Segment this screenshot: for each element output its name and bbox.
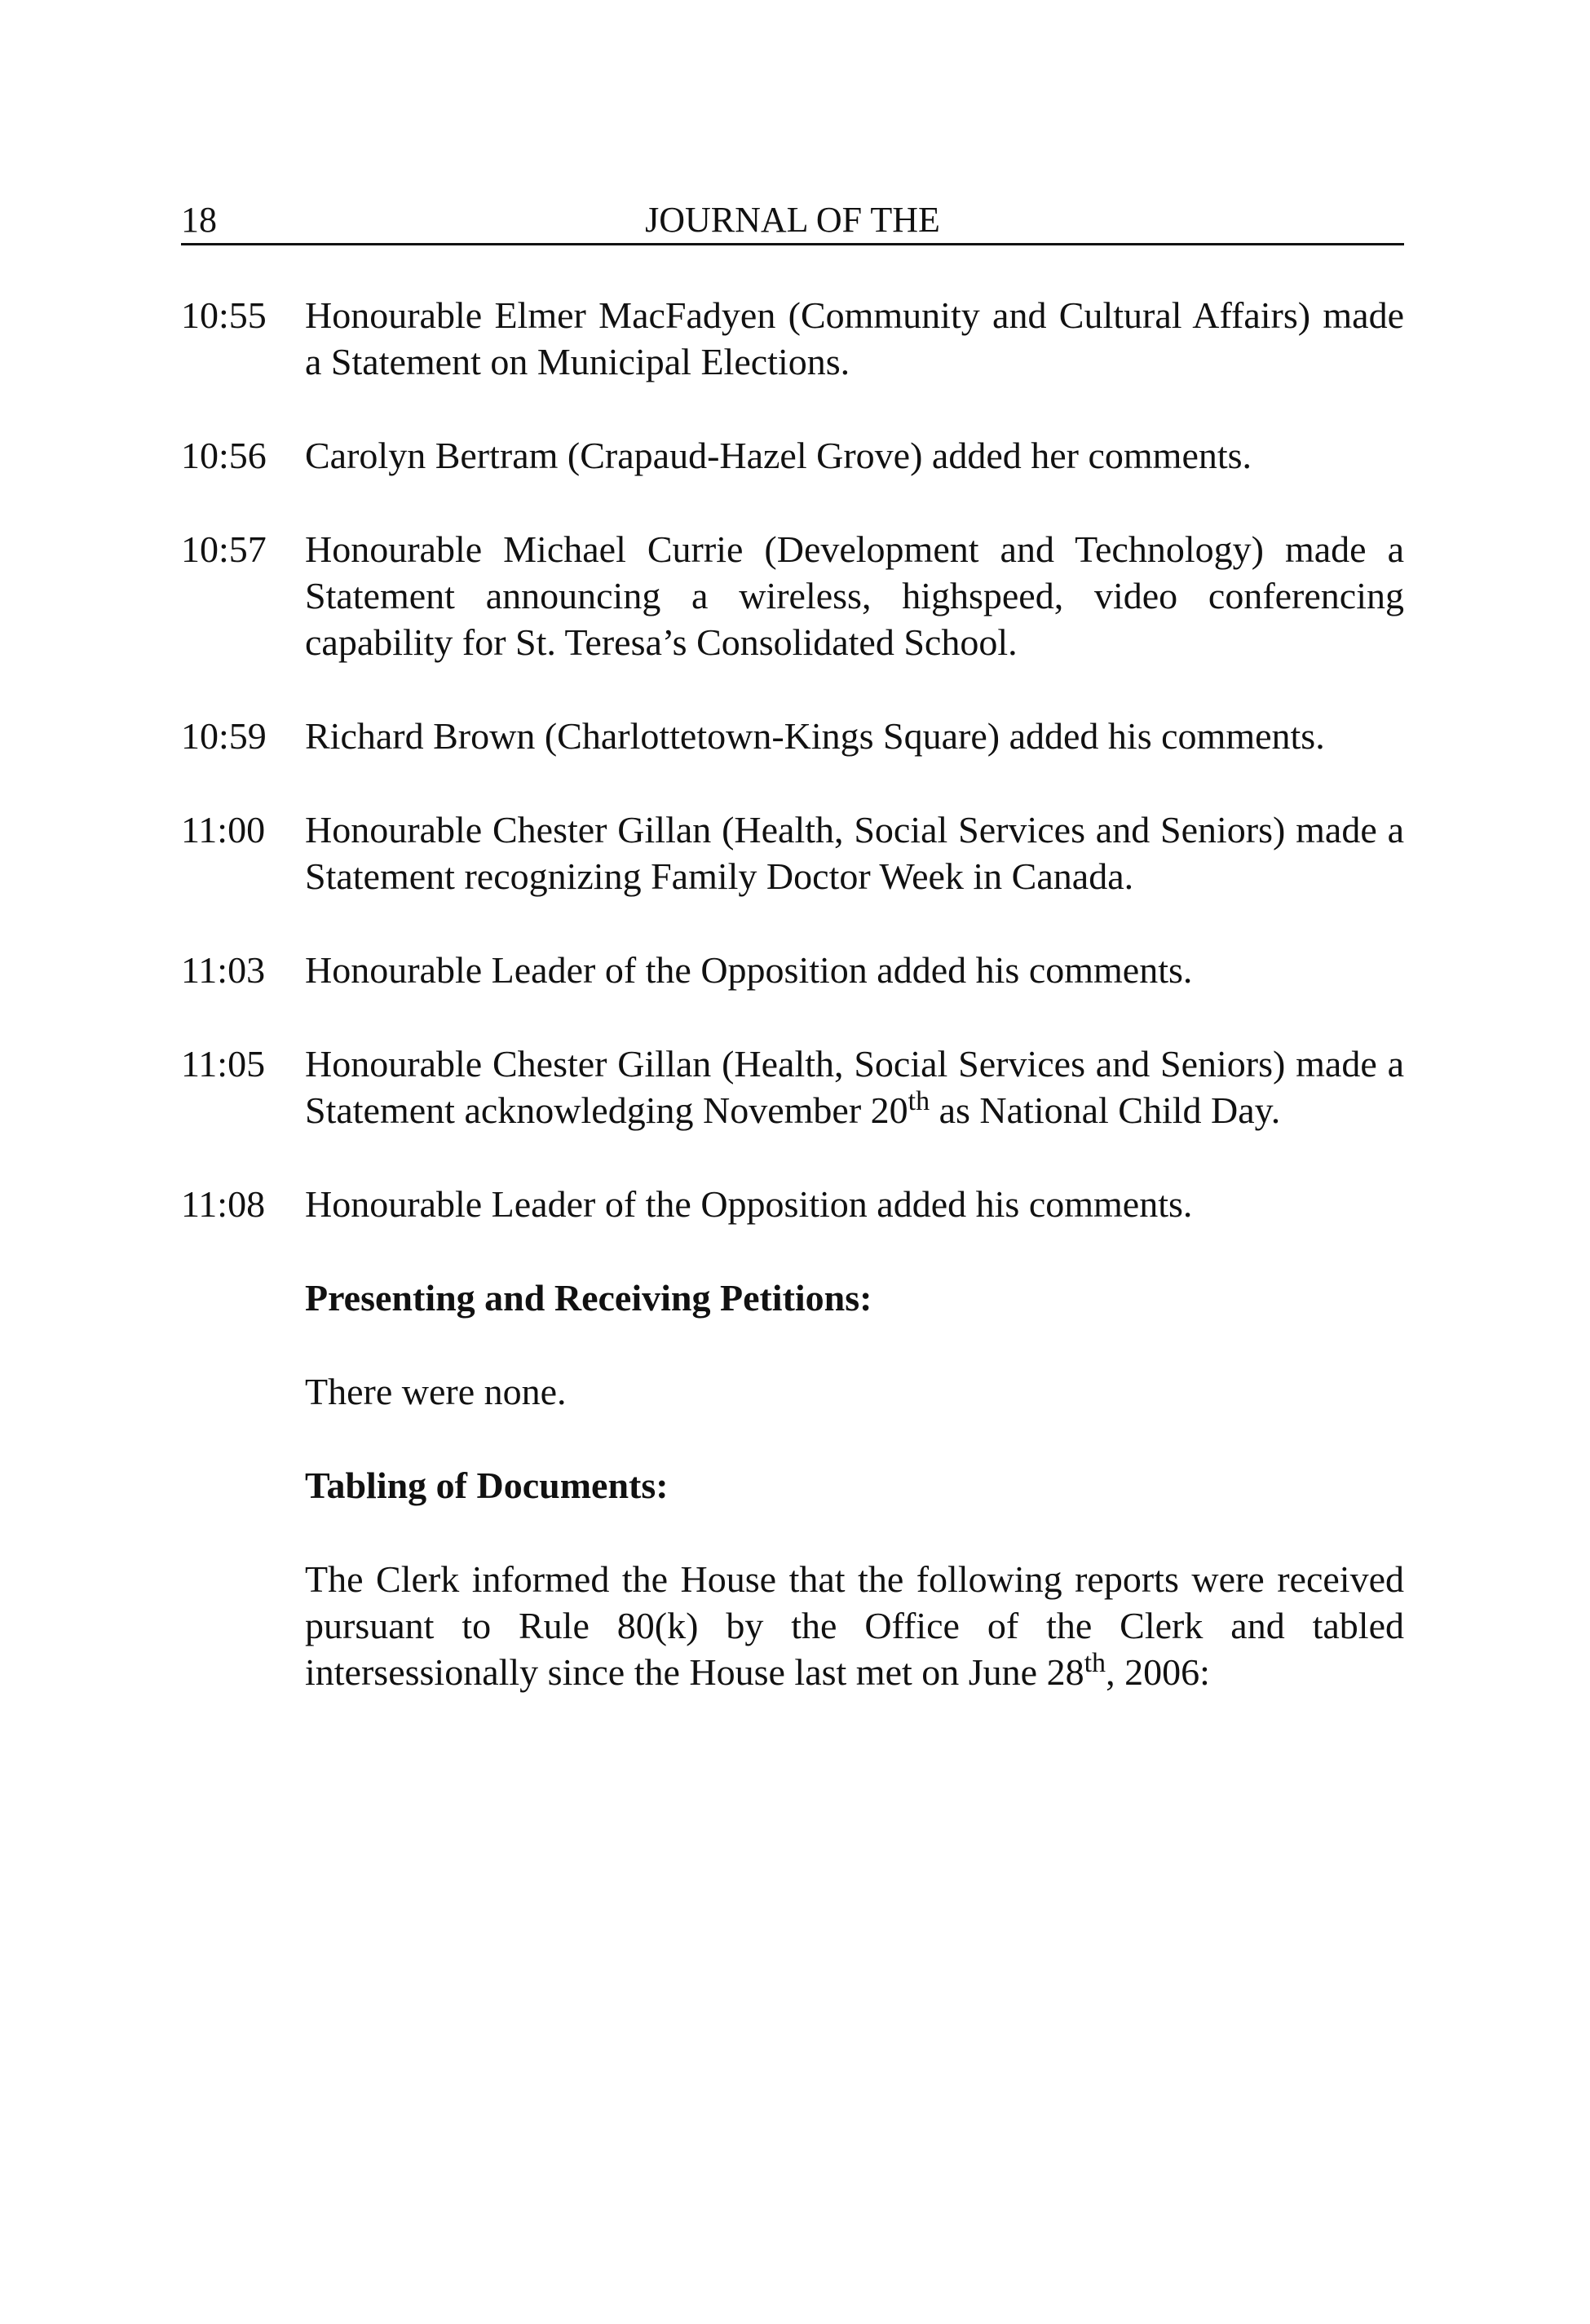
ordinal-suffix: th	[908, 1086, 930, 1116]
entry-text-before: Honourable Chester Gillan (Health, Social Services and Seniors) made a Statement acknowledging November 20	[305, 1043, 1404, 1131]
petitions-text: There were none.	[305, 1371, 567, 1412]
running-title: JOURNAL OF THE	[645, 200, 940, 240]
page-number: 18	[181, 200, 217, 240]
entry-text: Honourable Leader of the Opposition added his comments.	[305, 949, 1193, 991]
entry-text: Honourable Leader of the Opposition added his comments.	[305, 1183, 1193, 1225]
entry-time: 11:03	[181, 949, 266, 991]
journal-entry	[181, 947, 1404, 993]
petitions-text-block	[305, 1368, 1404, 1415]
ordinal-suffix: th	[1084, 1648, 1106, 1678]
section-heading-tabling: Tabling of Documents:	[305, 1465, 669, 1506]
entry-time: 11:00	[181, 809, 266, 851]
journal-entry	[181, 292, 1404, 385]
entry-text: Richard Brown (Charlottetown-Kings Square) added his comments.	[305, 715, 1325, 757]
journal-entry	[181, 806, 1404, 899]
section-heading-petitions: Presenting and Receiving Petitions:	[305, 1277, 872, 1319]
journal-entry	[181, 1181, 1404, 1227]
entry-text: Honourable Michael Currie (Development and Technology) made a Statement announcing a wireless, highspeed, video conferencing capability for St. Teresa’s Consolidated School.	[305, 528, 1404, 663]
entry-text: Honourable Elmer MacFadyen (Community and Cultural Affairs) made a Statement on Municipal Elections.	[305, 294, 1404, 382]
page-header	[181, 197, 1404, 245]
tabling-text-after: , 2006:	[1106, 1651, 1210, 1693]
entry-text	[305, 1040, 1404, 1133]
entry-time: 11:08	[181, 1183, 266, 1225]
journal-entry	[181, 1040, 1404, 1133]
entry-text: Honourable Chester Gillan (Health, Social Services and Seniors) made a Statement recognizing Family Doctor Week in Canada.	[305, 809, 1404, 897]
journal-entries	[181, 292, 1404, 1743]
journal-entry	[181, 526, 1404, 665]
entry-time: 11:05	[181, 1043, 266, 1085]
tabling-text	[305, 1556, 1404, 1695]
tabling-text-block	[305, 1556, 1404, 1695]
journal-entry	[181, 713, 1404, 759]
entry-text: Carolyn Bertram (Crapaud-Hazel Grove) added her comments.	[305, 435, 1252, 476]
entry-time: 10:55	[181, 294, 267, 336]
entry-time: 10:59	[181, 715, 267, 757]
entry-text-after: as National Child Day.	[930, 1089, 1281, 1131]
journal-entry	[181, 432, 1404, 479]
tabling-text-before: The Clerk informed the House that the following reports were received pursuant to Rule 80(k) by the Office of the Clerk and tabled intersessionally since the House last met on June 28	[305, 1558, 1404, 1693]
entry-time: 10:57	[181, 528, 267, 570]
tabling-heading-block	[305, 1462, 1404, 1509]
entry-time: 10:56	[181, 435, 267, 476]
petitions-heading-block	[305, 1275, 1404, 1321]
